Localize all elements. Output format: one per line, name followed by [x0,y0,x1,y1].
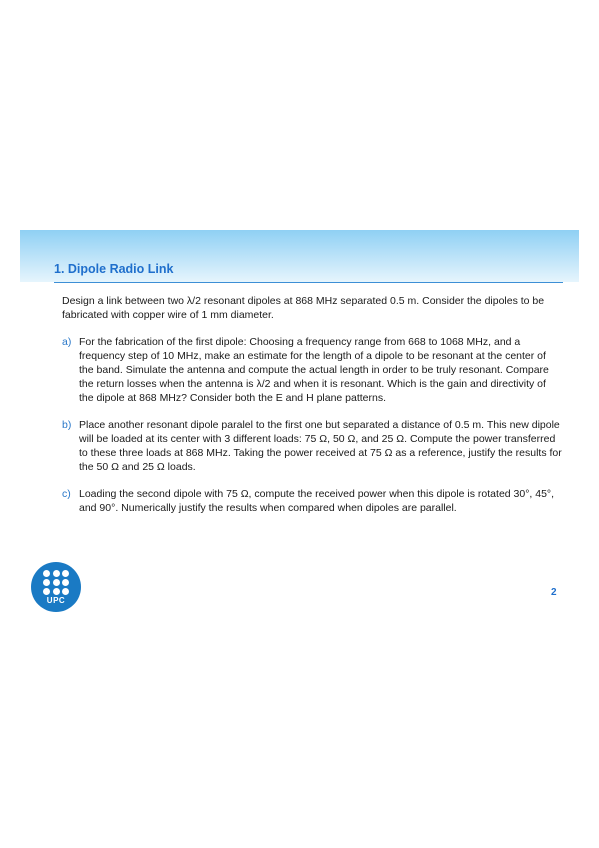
list-marker: c) [62,488,71,500]
list-marker: b) [62,419,72,431]
list-item-text: Place another resonant dipole paralel to the first one but separated a distance of 0.5 m. This new dipole will be loaded at its center with 3 different loads: 75 Ω, 50 Ω, and 25 Ω. Compute the power transferred to these three loads at 868 MHz. Taking the power received at 75 Ω as a reference, justify the results for the 50 Ω and 25 Ω loads. [79,419,562,473]
list-item-text: For the fabrication of the first dipole: Choosing a frequency range from 668 to 1068 MHz, and a frequency step of 10 MHz, make an estimate for the length of a dipole to be resonant at the center of the band. Simulate the antenna and compute the actual length in order to be truly resonant. Compare the return losses when the antenna is λ/2 and when it is resonant. Which is the gain and directivity of the dipole at 868 MHz? Consider both the E and H plane patterns. [79,336,549,404]
section-title: 1. Dipole Radio Link [54,262,174,276]
header-rule [54,282,563,283]
list-item-text: Loading the second dipole with 75 Ω, compute the received power when this dipole is rotated 30°, 45°, and 90°. Numerically justify the results when compared when dipoles are parallel. [79,488,555,514]
logo-text: UPC [46,596,66,605]
list-item [62,418,562,474]
page-number: 2 [551,587,557,598]
list-item [62,335,562,405]
list-marker: a) [62,336,72,348]
intro-paragraph: Design a link between two λ/2 resonant dipoles at 868 MHz separated 0.5 m. Consider the dipoles to be fabricated with copper wire of 1 mm diameter. [62,295,545,321]
upc-logo [31,562,81,612]
list-item [62,487,562,515]
